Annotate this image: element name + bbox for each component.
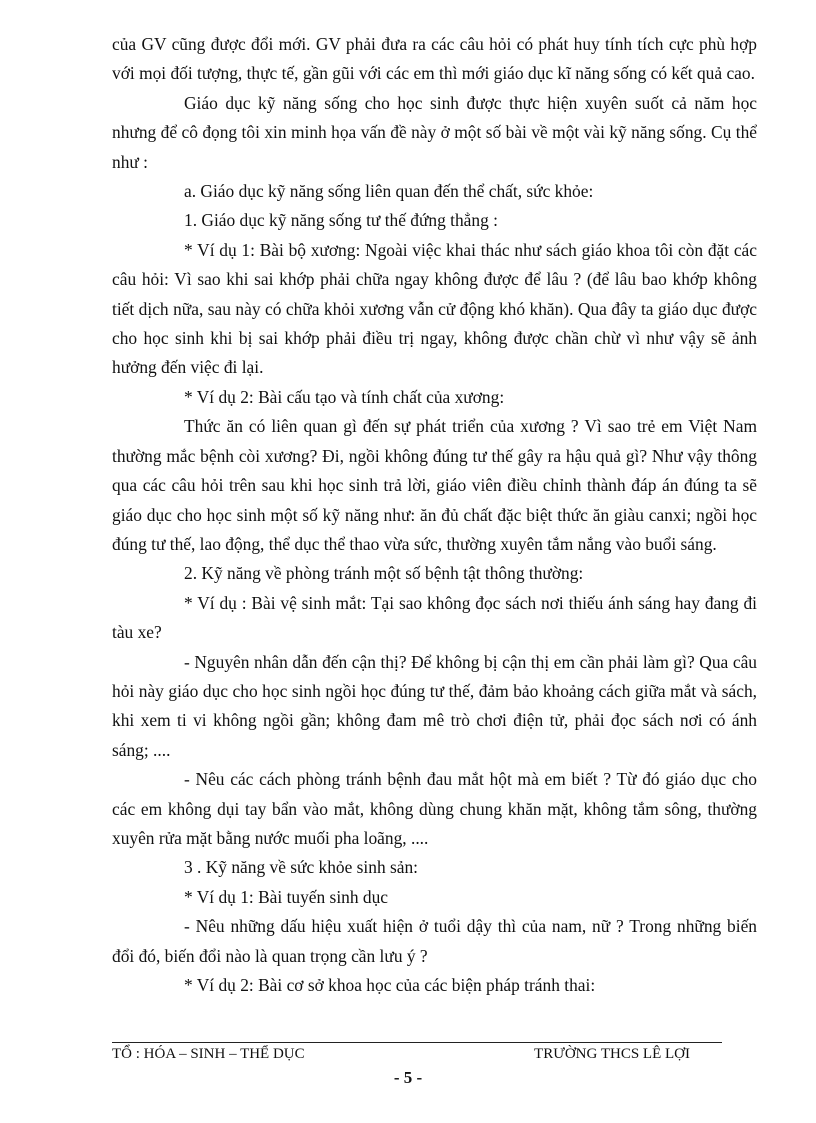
subsection-heading: 3 . Kỹ năng về sức khỏe sinh sản:	[184, 857, 419, 878]
footer	[112, 1046, 722, 1066]
section-heading: a. Giáo dục kỹ năng sống liên quan đến thể chất, sức khỏe:	[184, 181, 594, 202]
paragraph: - Nguyên nhân dẫn đến cận thị? Để không bị cận thị em cần phải làm gì? Qua câu hỏi này giáo dục cho học sinh ngồi học đúng tư thế, đảm bảo khoảng cách giữa mắt và sách, khi xem ti vi không ngồi gần; không đam mê trò chơi điện tử, phải đọc sách nơi có ánh sáng; ....	[112, 651, 757, 760]
document-body	[112, 30, 757, 1000]
paragraph: * Ví dụ : Bài vệ sinh mắt: Tại sao không đọc sách nơi thiếu ánh sáng hay đang đi tàu xe?	[112, 592, 757, 643]
paragraph: - Nêu các cách phòng tránh bệnh đau mắt hột mà em biết ? Từ đó giáo dục cho các em không dụi tay bẩn vào mắt, không dùng chung khăn mặt, không tắm sông, thường xuyên rửa mặt bằng nước muối pha loãng, ....	[112, 769, 757, 848]
paragraph: - Nêu những dấu hiệu xuất hiện ở tuổi dậy thì của nam, nữ ? Trong những biến đổi đó, biến đổi nào là quan trọng cần lưu ý ?	[112, 916, 757, 966]
footer-department: TỔ : HÓA – SINH – THỂ DỤC	[112, 1046, 305, 1062]
paragraph: * Ví dụ 2: Bài cấu tạo và tính chất của xương:	[184, 386, 505, 407]
subsection-heading: 1. Giáo dục kỹ năng sống tư thế đứng thẳng :	[184, 210, 498, 231]
subsection-heading: 2. Kỹ năng về phòng tránh một số bệnh tật thông thường:	[184, 563, 584, 584]
paragraph: * Ví dụ 1: Bài bộ xương: Ngoài việc khai thác như sách giáo khoa tôi còn đặt các câu hỏi: Vì sao khi sai khớp phải chữa ngay không được để lâu ? (để lâu bao khớp không tiết dịch nữa, sau này có chữa khỏi xương vẫn cử động khó khăn). Qua đây ta giáo dục được cho học sinh khi bị sai khớp phải điều trị ngay, không được chần chừ vì như vậy sẽ ảnh hưởng đến việc đi lại.	[112, 239, 757, 378]
paragraph: * Ví dụ 2: Bài cơ sở khoa học của các biện pháp tránh thai:	[184, 975, 596, 995]
footer-divider	[112, 1042, 722, 1043]
paragraph: của GV cũng được đổi mới. GV phải đưa ra các câu hỏi có phát huy tính tích cực phù hợp với mọi đối tượng, thực tế, gần gũi với các em thì mới giáo dục kĩ năng sống có kết quả cao.	[112, 34, 757, 84]
paragraph: * Ví dụ 1: Bài tuyến sinh dục	[184, 886, 389, 907]
page-number: - 5 -	[393, 1068, 423, 1087]
paragraph: Giáo dục kỹ năng sống cho học sinh được thực hiện xuyên suốt cả năm học nhưng để cô đọng tôi xin minh họa vấn đề này ở một số bài về một vài kỹ năng sống. Cụ thể như :	[112, 92, 757, 172]
paragraph: Thức ăn có liên quan gì đến sự phát triển của xương ? Vì sao trẻ em Việt Nam thường mắc bệnh còi xương? Đi, ngồi không đúng tư thế gây ra hậu quả gì? Như vậy thông qua các câu hỏi trên sau khi học sinh trả lời, giáo viên điều chỉnh thành đáp án đúng ta sẽ giáo dục cho học sinh một số kỹ năng như: ăn đủ chất đặc biệt thức ăn giàu canxi; ngồi học đúng tư thế, lao động, thể dục thể thao vừa sức, thường xuyên tắm nắng vào buổi sáng.	[112, 416, 757, 554]
footer-school: TRƯỜNG THCS LÊ LỢI	[534, 1046, 690, 1062]
